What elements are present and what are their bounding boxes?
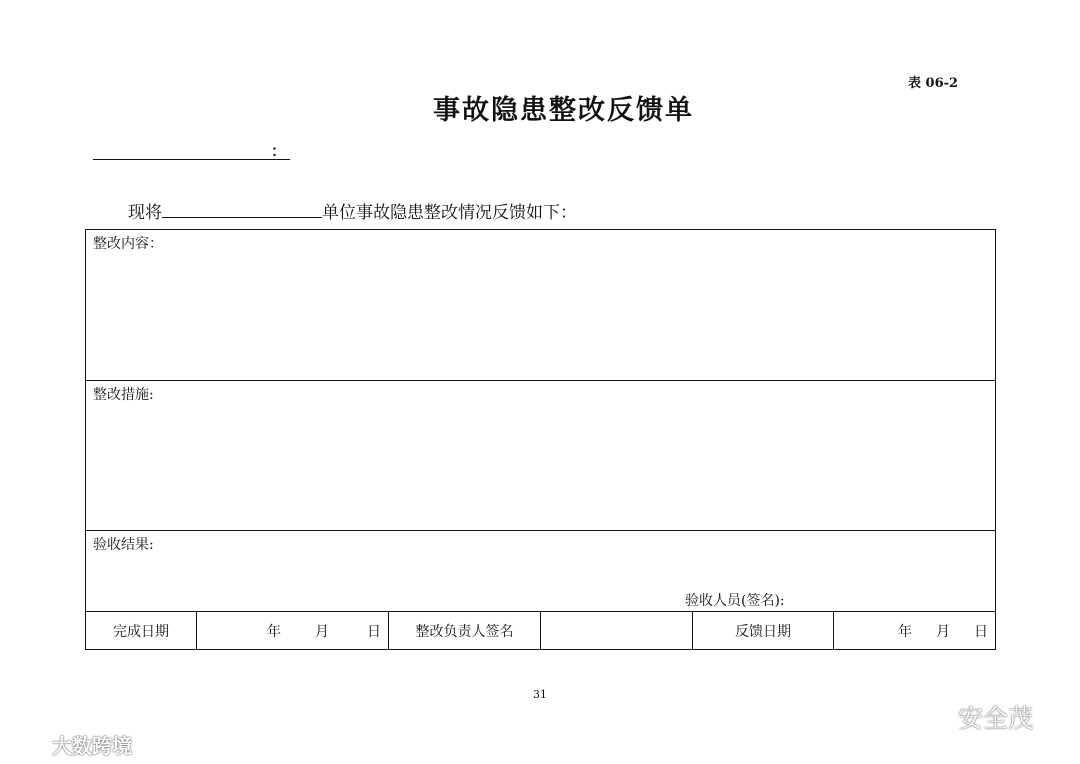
completion-year: 年 [267,623,281,640]
completion-date-label: 完成日期 [113,623,169,640]
watermark-left [8,730,132,759]
completion-date-cell [197,612,389,649]
person-in-charge-signature-cell [541,612,693,649]
watermark-right-text: 安全茂 [958,704,1034,733]
watermark-left-text: 大数跨境 [52,734,132,758]
wechat-icon [918,702,954,732]
feedback-year: 年 [898,623,912,640]
feedback-day: 日 [974,623,988,640]
form-code: 表 06-2 [908,76,959,91]
signature-date-row [86,612,995,649]
feedback-date-label-cell [693,612,834,649]
acceptance-result-section [86,531,995,612]
feedback-date-cell [834,612,995,649]
feedback-form-table [85,229,996,650]
completion-month: 月 [315,623,329,640]
feedback-month: 月 [936,623,950,640]
person-in-charge-label-cell [389,612,541,649]
acceptance-result-label: 验收结果: [93,537,154,553]
rectification-measures-label: 整改措施: [93,387,154,403]
intro-sentence [128,198,577,223]
intro-prefix: 现将 [128,203,162,223]
page-title: 事故隐患整改反馈单 [433,95,694,126]
feedback-date-label: 反馈日期 [735,623,791,640]
brand-logo-icon [8,733,48,757]
watermark-right [918,699,1033,735]
inspector-signature-label: 验收人员(签名): [685,593,785,609]
unit-name-blank [162,202,322,218]
recipient-line [93,144,290,160]
intro-suffix: 单位事故隐患整改情况反馈如下： [322,203,577,223]
rectification-content-label: 整改内容： [93,236,163,252]
rectification-content-section [86,230,995,381]
rectification-measures-section [86,381,995,531]
recipient-colon: ： [270,142,286,160]
completion-date-label-cell [86,612,197,649]
person-in-charge-label: 整改负责人签名 [415,623,514,640]
completion-day: 日 [367,623,381,640]
page-number: 31 [533,688,547,701]
